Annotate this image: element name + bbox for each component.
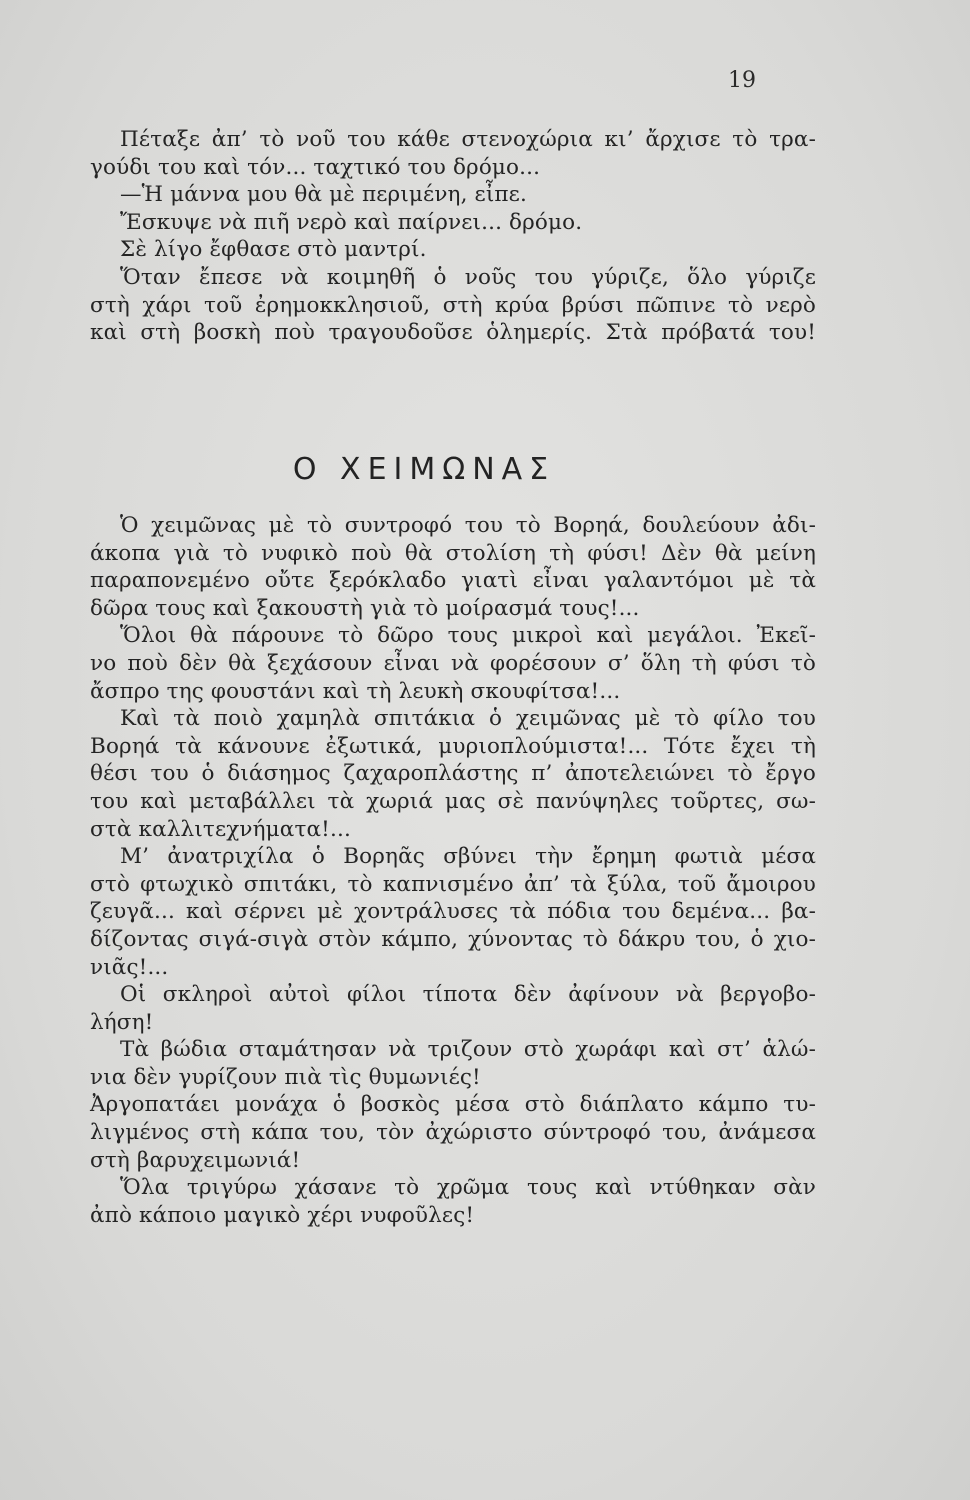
text-line: άκοπα γιὰ τὸ νυφικὸ ποὺ θὰ στολίση τὴ φύσι! Δὲν θὰ μείνη <box>90 540 816 566</box>
text-line: Οἱ σκληροὶ αὐτοὶ φίλοι τίποτα δὲν ἀφίνουν νὰ βεργοβο- <box>120 982 816 1008</box>
text-line: Τὰ βώδια σταμάτησαν νὰ τριζουν στὸ χωράφι καὶ στ’ ἁλώ- <box>120 1037 816 1063</box>
text-line: ἄσπρο της φουστάνι καὶ τὴ λευκὴ σκουφίτσα!... <box>90 678 621 704</box>
text-line: ἀπὸ κάποιο μαγικὸ χέρι νυφοῦλες! <box>90 1202 475 1228</box>
text-line: Σὲ λίγο ἔφθασε στὸ μαντρί. <box>120 237 427 263</box>
text-line: στὰ καλλιτεχνήματα!... <box>90 816 351 842</box>
text-line: δίζοντας σιγά-σιγὰ στὸν κάμπο, χύνοντας τὸ δάκρυ του, ὁ χιο- <box>90 926 816 952</box>
winter-chapter-body <box>90 512 816 1229</box>
text-line: στὴ βαρυχειμωνιά! <box>90 1147 301 1173</box>
text-line: Βορηά τὰ κάνουνε ἐξωτικά, μυριοπλούμιστα!... Τότε ἔχει τὴ <box>90 733 816 759</box>
text-line: ζευγᾶ... καὶ σέρνει μὲ χοντράλυσες τὰ πόδια του δεμένα... βα- <box>90 899 816 925</box>
text-line: στὸ φτωχικὸ σπιτάκι, τὸ καπνισμένο ἀπ’ τὰ ξύλα, τοῦ ἄμοιρου <box>90 871 816 897</box>
text-line: νο ποὺ δὲν θὰ ξεχάσουν εἶναι νὰ φορέσουν σ’ ὅλη τὴ φύσι τὸ <box>90 650 816 676</box>
text-line: Ὅλοι θὰ πάρουνε τὸ δῶρο τους μικροὶ καὶ μεγάλοι. Ἐκεῖ- <box>120 623 816 649</box>
text-line: στὴ χάρι τοῦ ἐρημοκκλησιοῦ, στὴ κρύα βρύσι πῶπινε τὸ νερὸ <box>90 292 816 318</box>
text-line: παραπονεμένο οὔτε ξερόκλαδο γιατὶ εἶναι γαλαντόμοι μὲ τὰ <box>90 568 816 594</box>
text-line: νια δὲν γυρίζουν πιὰ τὶς θυμωνιές! <box>90 1064 481 1090</box>
text-line: θέσι του ὁ διάσημος ζαχαροπλάστης π’ ἀποτελειώνει τὸ ἔργο <box>90 761 816 787</box>
text-line: νιᾶς!... <box>90 954 169 980</box>
text-line: καὶ στὴ βοσκὴ ποὺ τραγουδοῦσε ὁλημερίς. Στὰ πρόβατά του! <box>90 320 816 346</box>
text-line: λιγμένος στὴ κάπα του, τὸν ἀχώριστο σύντροφό του, ἀνάμεσα <box>90 1120 816 1146</box>
text-line: —Ἡ μάννα μου θὰ μὲ περιμένη, εἶπε. <box>120 182 527 208</box>
text-line: Μ’ ἀνατριχίλα ὁ Βορηᾶς σβύνει τὴν ἔρημη φωτιὰ μέσα <box>120 844 816 870</box>
text-line: γούδι του καὶ τόν... ταχτικό του δρόμο... <box>90 154 541 180</box>
text-line: λήση! <box>90 1009 154 1035</box>
text-line: Πέταξε ἀπ’ τὸ νοῦ του κάθε στενοχώρια κι’ ἄρχισε τὸ τρα- <box>120 127 816 152</box>
text-line: Ἔσκυψε νὰ πιῆ νερὸ καὶ παίρνει... δρόμο. <box>120 209 583 235</box>
page-number: 19 <box>728 68 756 93</box>
chapter-heading: Ο ΧΕΙΜΩΝΑΣ <box>292 452 556 487</box>
text-line: Ἀργοπατάει μονάχα ὁ βοσκὸς μέσα στὸ διάπλατο κάμπο τυ- <box>90 1092 816 1118</box>
text-line: Ὁ χειμῶνας μὲ τὸ συντροφό του τὸ Βορηά, δουλεύουν ἀδι- <box>120 513 816 538</box>
text-line: δῶρα τους καὶ ξακουστὴ γιὰ τὸ μοίρασμά τους!... <box>90 595 640 621</box>
opening-paragraphs <box>90 126 816 347</box>
text-line: Καὶ τὰ ποιὸ χαμηλὰ σπιτάκια ὁ χειμῶνας μὲ τὸ φίλο του <box>120 706 816 732</box>
text-line: Ὅλα τριγύρω χάσανε τὸ χρῶμα τους καὶ ντύθηκαν σὰν <box>120 1175 816 1201</box>
text-line: του καὶ μεταβάλλει τὰ χωριά μας σὲ πανύψηλες τοῦρτες, σω- <box>90 788 816 814</box>
text-line: Ὅταν ἔπεσε νὰ κοιμηθῆ ὁ νοῦς του γύριζε, ὅλο γύριζε <box>120 264 816 290</box>
